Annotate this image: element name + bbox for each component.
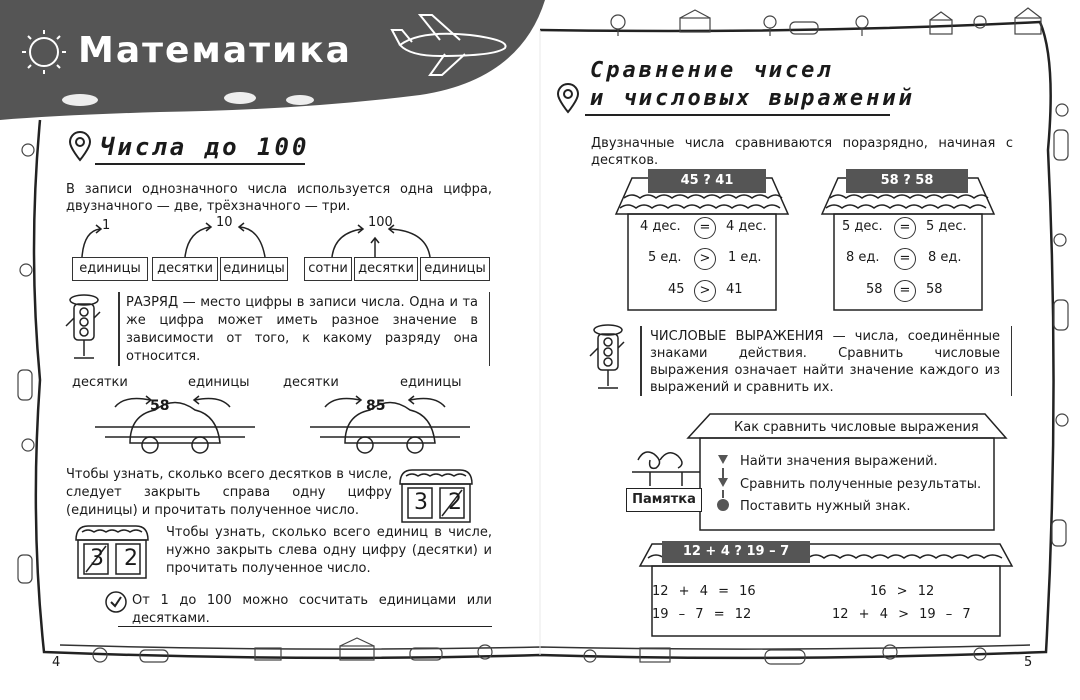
house1-r1-sign: = (694, 216, 716, 239)
house1-r2-left: 5 ед. (648, 250, 682, 265)
car1-tens-label: десятки (72, 375, 128, 390)
house2-r1-left: 5 дес. (842, 219, 883, 234)
note-underline (118, 626, 492, 627)
right-intro: Двузначные числа сравниваются поразрядно, начиная с десятков. (591, 136, 1013, 168)
car2-units-label: единицы (400, 375, 462, 390)
memo-sign: Памятка (626, 488, 702, 512)
cars-illustration (95, 385, 495, 460)
house2-r2-left: 8 ед. (846, 250, 880, 265)
house1-r3-right: 41 (726, 282, 743, 297)
car1-units-label: единицы (188, 375, 250, 390)
memo-step-1: Найти значения выражений. (740, 454, 938, 469)
example-line-2: 19 – 7 = 12 (652, 607, 752, 622)
memo-step-2: Сравнить полученные результаты. (740, 477, 982, 492)
value-one: 1 (102, 218, 111, 233)
circle-bullet-icon (717, 499, 729, 511)
step-connector (722, 468, 724, 478)
traffic-light-mascot-icon (64, 292, 104, 364)
left-heading: Числа до 100 (100, 133, 310, 161)
value-ten: 10 (216, 215, 233, 230)
house2-r2-right: 8 ед. (928, 250, 962, 265)
step-connector (722, 490, 724, 498)
house2-title: 58 ? 58 (846, 169, 968, 193)
car1-number: 58 (150, 398, 170, 414)
location-pin-icon (556, 82, 580, 114)
hundreds-box: сотни (304, 257, 352, 281)
car2-number: 85 (366, 398, 386, 414)
example-line-3: 16 > 12 (870, 584, 935, 599)
razryad-definition: РАЗРЯД — место цифры в записи числа. Одна и та же цифра может иметь разное значение в зависимости от того, к какому разряду она относится. (126, 295, 478, 364)
car2-tens-label: десятки (283, 375, 339, 390)
digit-house-units (72, 522, 152, 580)
house2-r3-left: 58 (866, 282, 883, 297)
heading-underline (95, 163, 305, 165)
location-pin-icon (68, 130, 92, 162)
tens-counting-text: Чтобы узнать, сколько всего десятков в числе, следует закрыть справа одну цифру (единицы) и прочитать полученное число. (66, 467, 392, 518)
example-title: 12 + 4 ? 19 – 7 (662, 541, 810, 563)
banner-title: Математика (78, 30, 352, 71)
digit-units-a: 3 (90, 546, 104, 571)
checkmark-icon (104, 590, 128, 614)
right-heading-line2: и числовых выражений (590, 86, 915, 111)
expressions-definition: ЧИСЛОВЫЕ ВЫРАЖЕНИЯ — числа, соединённые знаками действия. Сравнить числовые выражения означает найти значение каждого из выражений и сравнить их. (650, 329, 1000, 395)
units-box: единицы (72, 257, 148, 281)
house2-r3-right: 58 (926, 282, 943, 297)
units-counting-text: Чтобы узнать, сколько всего единиц в числе, нужно закрыть слева одну цифру (десятки) и прочитать полученное число. (166, 525, 492, 576)
house1-r1-left: 4 дес. (640, 219, 681, 234)
triangle-bullet-icon (718, 478, 728, 487)
house1-title: 45 ? 41 (648, 169, 766, 193)
page-number-left: 4 (52, 655, 61, 670)
digit-tens-a: 3 (414, 490, 428, 515)
value-hundred: 100 (368, 215, 393, 230)
right-heading-underline (585, 114, 890, 116)
tens-box-2: десятки (354, 257, 418, 281)
digit-tens-b: 2 (448, 490, 462, 515)
house1-r2-right: 1 ед. (728, 250, 762, 265)
counting-note: От 1 до 100 можно сосчитать единицами или десятками. (132, 593, 492, 626)
house2-r2-sign: = (894, 247, 916, 270)
house1-r3-left: 45 (668, 282, 685, 297)
house1-r1-right: 4 дес. (726, 219, 767, 234)
units-box-2: единицы (220, 257, 288, 281)
house1-r2-sign: > (694, 247, 716, 270)
house2-r1-sign: = (894, 216, 916, 239)
units-box-3: единицы (420, 257, 490, 281)
digit-house-tens (396, 466, 476, 524)
traffic-light-mascot-icon (588, 322, 628, 394)
example-line-1: 12 + 4 = 16 (652, 584, 756, 599)
memo-title: Как сравнить числовые выражения (734, 420, 979, 435)
page-number-right: 5 (1024, 655, 1033, 670)
triangle-bullet-icon (718, 455, 728, 464)
house1-r3-sign: > (694, 279, 716, 302)
tens-box: десятки (152, 257, 218, 281)
right-heading-line1: Сравнение чисел (590, 58, 834, 83)
example-line-4: 12 + 4 > 19 – 7 (832, 607, 971, 622)
left-intro: В записи однозначного числа используется одна цифра, двузначного — две, трёхзначного — три. (66, 182, 492, 214)
house2-r3-sign: = (894, 279, 916, 302)
digit-units-b: 2 (124, 546, 138, 571)
memo-step-3: Поставить нужный знак. (740, 499, 911, 514)
house2-r1-right: 5 дес. (926, 219, 967, 234)
